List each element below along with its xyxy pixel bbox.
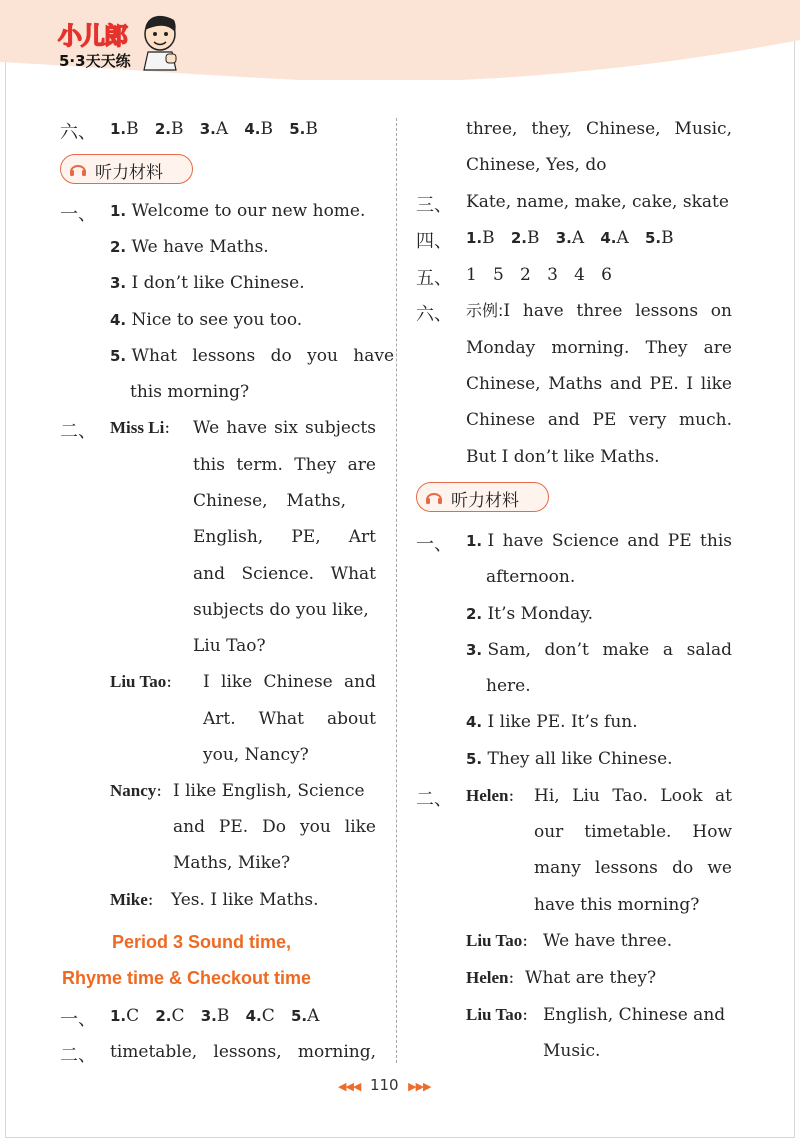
answer-text: 1 5 2 3 4 6: [466, 265, 612, 285]
prev-arrows-icon: ◀◀◀: [338, 1080, 361, 1093]
list-item: 5. They all like Chinese.: [466, 749, 673, 769]
dialogue-line: you, Nancy?: [203, 745, 309, 765]
list-item-continuation: afternoon.: [486, 567, 576, 587]
speaker-name: Helen:: [466, 786, 515, 806]
speaker-name: Liu Tao:: [466, 931, 528, 951]
dialogue-line: English, PE, Art: [193, 527, 376, 547]
dialogue-line: this term. They are: [193, 455, 376, 475]
dialogue-line: our timetable. How: [534, 822, 732, 842]
listening-material-tag: [60, 154, 193, 184]
answer-text: Monday morning. They are: [466, 338, 732, 358]
speaker-name: Liu Tao:: [110, 672, 172, 692]
logo-title: 小儿郎: [58, 22, 127, 50]
answer-row: 1.B 2.B 3.A 4.A 5.B: [466, 228, 674, 248]
answer-row: 1.B 2.B 3.A 4.B 5.B: [110, 119, 318, 139]
list-item: 1. Welcome to our new home.: [110, 201, 366, 221]
dialogue-line: I like Chinese and: [203, 672, 376, 692]
dialogue-line: Maths, Mike?: [173, 853, 291, 873]
listening-title: 听力材料: [451, 491, 519, 511]
page-number-bar: [338, 1076, 431, 1094]
speaker-name: Liu Tao:: [466, 1005, 528, 1025]
section-label: 五、: [416, 268, 452, 288]
dialogue-line: What are they?: [525, 968, 657, 988]
dialogue-line: have this morning?: [534, 895, 700, 915]
answer-text: Kate, name, make, cake, skate: [466, 192, 729, 212]
list-item: 2. It’s Monday.: [466, 604, 593, 624]
section-label: 三、: [416, 195, 452, 215]
answer-text: Chinese, Maths and PE. I like: [466, 374, 732, 394]
dialogue-line: Yes. I like Maths.: [171, 890, 319, 910]
section-label: 二、: [60, 1045, 96, 1065]
dialogue-line: I like English, Science: [173, 781, 365, 801]
logo-subtitle: 5·3天天练: [59, 52, 131, 70]
dialogue-line: many lessons do we: [534, 858, 732, 878]
dialogue-line: and Science. What: [193, 564, 376, 584]
section-label: 六、: [60, 122, 96, 142]
answer-text: three, they, Chinese, Music,: [466, 119, 732, 139]
dialogue-line: and PE. Do you like: [173, 817, 376, 837]
dialogue-line: Liu Tao?: [193, 636, 266, 656]
speaker-name: Nancy:: [110, 781, 163, 801]
list-item: 2. We have Maths.: [110, 237, 269, 257]
listening-material-tag: [416, 482, 549, 512]
listening-title: 听力材料: [95, 163, 163, 183]
list-item: 4. I like PE. It’s fun.: [466, 712, 638, 732]
headphones-icon: [425, 489, 443, 505]
logo: [58, 16, 184, 80]
answer-text: But I don’t like Maths.: [466, 447, 660, 467]
answer-text: Chinese and PE very much.: [466, 410, 732, 430]
dialogue-line: Hi, Liu Tao. Look at: [534, 786, 732, 806]
speaker-name: Miss Li:: [110, 418, 171, 438]
page-number: 110: [369, 1076, 399, 1094]
list-item-continuation: this morning?: [130, 382, 250, 402]
section-label: 二、: [416, 789, 452, 809]
speaker-name: Mike:: [110, 890, 154, 910]
answer-text: Chinese, Yes, do: [466, 155, 607, 175]
period-subtitle: Rhyme time & Checkout time: [62, 968, 312, 988]
dialogue-line: Music.: [543, 1041, 601, 1061]
dialogue-line: subjects do you like,: [193, 600, 369, 620]
list-item: 5. What lessons do you have: [110, 346, 395, 366]
section-label: 二、: [60, 421, 96, 441]
column-divider: [396, 118, 397, 1063]
section-label: 一、: [60, 204, 96, 224]
answer-text: timetable, lessons, morning,: [110, 1042, 376, 1062]
list-item: 1. I have Science and PE this: [466, 531, 732, 551]
list-item: 3. Sam, don’t make a salad: [466, 640, 732, 660]
list-item-continuation: here.: [486, 676, 531, 696]
period-title: Period 3 Sound time,: [112, 932, 292, 952]
list-item: 3. I don’t like Chinese.: [110, 273, 305, 293]
section-label: 六、: [416, 304, 452, 324]
section-label: 一、: [416, 534, 452, 554]
dialogue-line: We have six subjects: [193, 418, 376, 438]
dialogue-line: We have three.: [543, 931, 673, 951]
dialogue-line: English, Chinese and: [543, 1005, 726, 1025]
answer-text: 示例: I have three lessons on: [466, 301, 732, 321]
list-item: 4. Nice to see you too.: [110, 310, 303, 330]
answer-row: 1.C 2.C 3.B 4.C 5.A: [110, 1006, 320, 1026]
mascot-icon: [138, 12, 184, 72]
next-arrows-icon: ▶▶▶: [408, 1080, 431, 1093]
headphones-icon: [69, 161, 87, 177]
section-label: 四、: [416, 231, 452, 251]
dialogue-line: Art. What about: [203, 709, 376, 729]
section-label: 一、: [60, 1009, 96, 1029]
dialogue-line: Chinese, Maths,: [193, 491, 346, 511]
speaker-name: Helen:: [466, 968, 515, 988]
